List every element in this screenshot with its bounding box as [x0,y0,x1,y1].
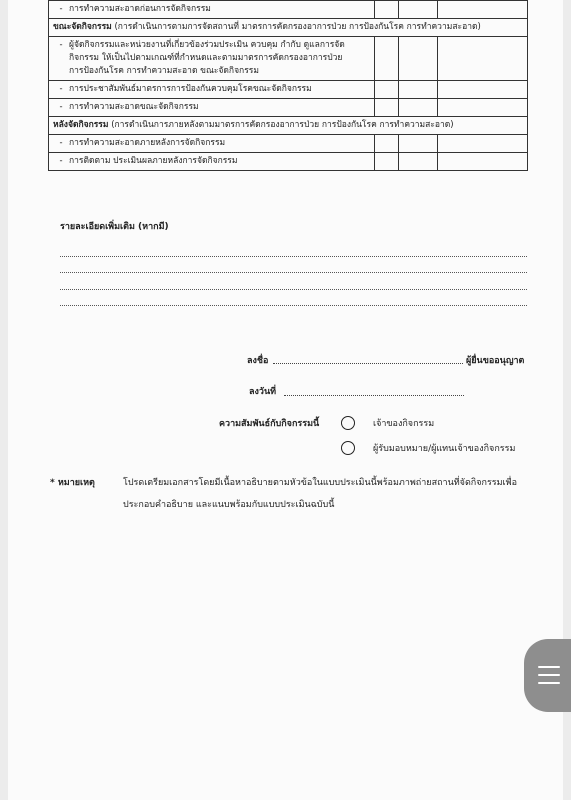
table-row [49,135,528,153]
item-dash: - [59,138,63,148]
note-label: * หมายเหตุ [50,478,95,488]
date-label: ลงวันที่ [249,387,277,397]
item-cell [49,153,375,171]
owner-radio[interactable] [341,416,355,430]
section-desc: (การดำเนินการภายหลังตามมาตรการคัดกรองอาการป่วย การป้องกันโรค การทำความสะอาด) [111,120,454,130]
table-row [49,1,528,19]
check-cell[interactable] [375,1,399,19]
section-row [49,19,528,37]
relation-label: ความสัมพันธ์กับกิจกรรมนี้ [219,419,320,429]
item-cell [49,37,375,81]
item-text: การติดตาม ประเมินผลภายหลังการจัดกิจกรรม [69,156,238,166]
check-cell[interactable] [375,37,399,81]
table-row [49,37,528,81]
section-cell [49,117,528,135]
document-page [8,0,563,800]
table-row [49,81,528,99]
item-dash: - [59,4,63,14]
item-dash: - [59,102,63,112]
item-cell [49,135,375,153]
check-cell[interactable] [375,99,399,117]
item-cell [49,81,375,99]
detail-line-1 [60,256,527,257]
item-text: การทำความสะอาดขณะจัดกิจกรรม [69,102,199,112]
menu-button[interactable] [524,639,571,712]
checklist-table [48,0,528,171]
sign-line [273,363,463,364]
section-title: ขณะจัดกิจกรรม [53,22,112,32]
check-cell[interactable] [375,135,399,153]
check-cell[interactable] [399,135,438,153]
check-cell[interactable] [438,81,528,99]
table-row [49,153,528,171]
item-text: การประชาสัมพันธ์มาตรการการป้องกันควบคุมโรคขณะจัดกิจกรรม [69,84,312,94]
check-cell[interactable] [399,37,438,81]
check-cell[interactable] [399,81,438,99]
item-text: กิจกรรม ให้เป็นไปตามเกณฑ์ที่กำหนดและตามมาตรการคัดกรองอาการป่วย [69,53,343,63]
item-text: การป้องกันโรค การทำความสะอาด ขณะจัดกิจกรรม [69,66,259,76]
date-line [284,395,464,396]
item-dash: - [59,156,63,166]
item-text: การทำความสะอาดภายหลังการจัดกิจกรรม [69,138,226,148]
section-cell [49,19,528,37]
check-cell[interactable] [399,1,438,19]
check-cell[interactable] [375,81,399,99]
check-cell[interactable] [438,1,528,19]
check-cell[interactable] [438,99,528,117]
check-cell[interactable] [438,153,528,171]
item-cell [49,1,375,19]
detail-line-2 [60,272,527,273]
applicant-label: ผู้ยื่นขออนุญาต [466,356,525,366]
check-cell[interactable] [399,153,438,171]
section-row [49,117,528,135]
sign-label: ลงชื่อ [247,356,269,366]
details-heading: รายละเอียดเพิ่มเติม (หากมี) [60,222,169,232]
note-line-1: โปรดเตรียมเอกสารโดยมีเนื้อหาอธิบายตามหัวข้อในแบบประเมินนี้พร้อมภาพถ่ายสถานที่จัดกิจกรรมเพื่อ [123,478,517,488]
table-row [49,99,528,117]
item-dash: - [59,84,63,94]
section-title: หลังจัดกิจกรรม [53,120,109,130]
detail-line-4 [60,305,527,306]
check-cell[interactable] [438,135,528,153]
item-text: ผู้จัดกิจกรรมและหน่วยงานที่เกี่ยวข้องร่วมประเมิน ควบคุม กำกับ ดูแลการจัด [69,40,345,50]
detail-line-3 [60,289,527,290]
item-cell [49,99,375,117]
check-cell[interactable] [438,37,528,81]
delegate-radio[interactable] [341,441,355,455]
item-text: การทำความสะอาดก่อนการจัดกิจกรรม [69,4,211,14]
owner-option-label: เจ้าของกิจกรรม [373,419,435,429]
check-cell[interactable] [399,99,438,117]
note-line-2: ประกอบคำอธิบาย และแนบพร้อมกับแบบประเมินฉบับนี้ [123,500,335,510]
item-dash: - [59,40,63,50]
delegate-option-label: ผู้รับมอบหมาย/ผู้แทนเจ้าของกิจกรรม [373,444,516,454]
section-desc: (การดำเนินการตามการจัดสถานที่ มาตรการคัดกรองอาการป่วย การป้องกันโรค การทำความสะอาด) [114,22,481,32]
check-cell[interactable] [375,153,399,171]
